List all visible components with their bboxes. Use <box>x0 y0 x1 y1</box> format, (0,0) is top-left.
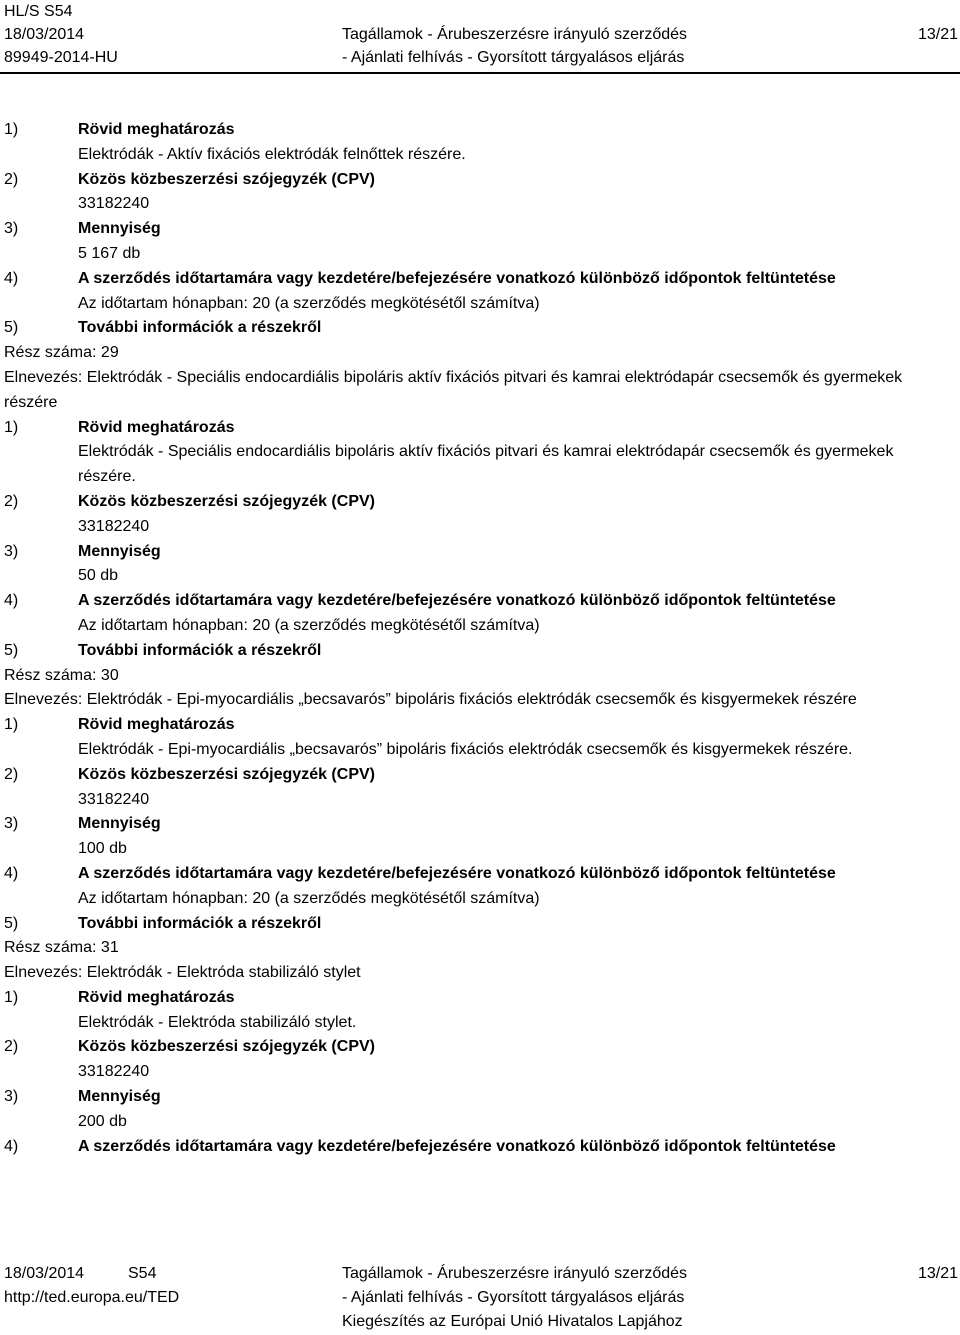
section-item: 4) A szerződés időtartamára vagy kezdetére/befejezésére vonatkozó különböző időpontok feltüntetése <box>4 1135 954 1160</box>
section-value: Elektródák - Speciális endocardiális bipoláris aktív fixációs pitvari és kamrai elektródapár csecsemők és gyermekek részére. <box>78 443 894 486</box>
section-title: A szerződés időtartamára vagy kezdetére/befejezésére vonatkozó különböző időpontok feltüntetése <box>78 269 836 287</box>
header-page: 13/21 <box>917 26 958 43</box>
lot-29 <box>4 341 954 663</box>
header-subtitle: - Ajánlati felhívás - Gyorsított tárgyalásos eljárás <box>342 49 685 66</box>
section-title: További információk a részekről <box>78 914 322 932</box>
section-item: 2) Közös közbeszerzési szójegyzék (CPV) 33182240 <box>4 763 954 813</box>
section-item: 2) Közös közbeszerzési szójegyzék (CPV) 33182240 <box>4 490 954 540</box>
section-item: 2) Közös közbeszerzési szójegyzék (CPV) 33182240 <box>4 168 954 218</box>
section-item: 1) Rövid meghatározás Elektródák - Elektróda stabilizáló stylet. <box>4 986 954 1036</box>
footer-subtitle: - Ajánlati felhívás - Gyorsított tárgyalásos eljárás <box>342 1289 685 1306</box>
section-title: Rövid meghatározás <box>78 418 235 436</box>
section-value: 5 167 db <box>78 244 141 262</box>
lot-number: Rész száma: 30 <box>4 666 119 684</box>
document-body <box>4 118 954 1159</box>
section-value: 50 db <box>78 567 119 585</box>
section-item: 3) Mennyiség 50 db <box>4 540 954 590</box>
lot-number: Rész száma: 31 <box>4 939 119 957</box>
section-item: 4) A szerződés időtartamára vagy kezdetére/befejezésére vonatkozó különböző időpontok feltüntetése Az időtartam hónapban: 20 (a szerződés megkötésétől számítva) <box>4 267 954 317</box>
notice-id: 89949-2014-HU <box>4 49 118 66</box>
section-title: A szerződés időtartamára vagy kezdetére/befejezésére vonatkozó különböző időpontok feltüntetése <box>78 864 836 882</box>
footer-title: Tagállamok - Árubeszerzésre irányuló szerződés <box>342 1265 688 1282</box>
section-value: 200 db <box>78 1112 127 1130</box>
lot-name: Elnevezés: Elektródák - Epi-myocardiális „becsavarós” bipoláris fixációs elektródák csecsemők és kisgyermekek részére <box>4 691 857 709</box>
section-item: 1) Rövid meghatározás Elektródák - Epi-myocardiális „becsavarós” bipoláris fixációs elektródák csecsemők és kisgyermekek részére. <box>4 713 954 763</box>
section-title: Rövid meghatározás <box>78 121 235 138</box>
section-item: 3) Mennyiség 100 db <box>4 812 954 862</box>
section-title: Mennyiség <box>78 815 161 833</box>
section-value: 33182240 <box>78 517 150 535</box>
section-value: 100 db <box>78 840 127 858</box>
section-item: 1) Rövid meghatározás Elektródák - Speciális endocardiális bipoláris aktív fixációs pitvari és kamrai elektródapár csecsemők és gyermekek részére. <box>4 416 954 490</box>
header-divider <box>0 72 960 74</box>
lot-name: Elnevezés: Elektródák - Speciális endocardiális bipoláris aktív fixációs pitvari és kamrai elektródapár csecsemők és gyermekek részére <box>4 368 903 411</box>
lot-number: Rész száma: 29 <box>4 344 119 362</box>
ted-link[interactable]: http://ted.europa.eu/TED <box>4 1289 180 1306</box>
section-title: Rövid meghatározás <box>78 716 235 734</box>
section-title: További információk a részekről <box>78 319 322 337</box>
section-title: A szerződés időtartamára vagy kezdetére/befejezésére vonatkozó különböző időpontok feltüntetése <box>78 592 836 610</box>
section-title: A szerződés időtartamára vagy kezdetére/befejezésére vonatkozó különböző időpontok feltüntetése <box>78 1137 836 1155</box>
page-footer <box>4 1262 958 1334</box>
section-value: 33182240 <box>78 790 150 808</box>
section-value: 33182240 <box>78 195 150 213</box>
section-item: 2) Közös közbeszerzési szójegyzék (CPV) 33182240 <box>4 1035 954 1085</box>
section-item: 5) További információk a részekről <box>4 639 954 664</box>
top-block <box>4 118 954 341</box>
header-title: Tagállamok - Árubeszerzésre irányuló szerződés <box>342 26 688 43</box>
section-title: Mennyiség <box>78 220 161 238</box>
section-title: Közös közbeszerzési szójegyzék (CPV) <box>78 170 375 188</box>
page-header <box>4 0 958 69</box>
section-value: Elektródák - Aktív fixációs elektródák felnőttek részére. <box>78 145 466 163</box>
footer-series: S54 <box>128 1265 157 1282</box>
section-value: Az időtartam hónapban: 20 (a szerződés megkötésétől számítva) <box>78 294 540 312</box>
section-item: 3) Mennyiség 5 167 db <box>4 217 954 267</box>
section-item: 3) Mennyiség 200 db <box>4 1085 954 1135</box>
header-date: 18/03/2014 <box>4 26 85 43</box>
section-item: 4) A szerződés időtartamára vagy kezdetére/befejezésére vonatkozó különböző időpontok feltüntetése Az időtartam hónapban: 20 (a szerződés megkötésétől számítva) <box>4 862 954 912</box>
section-title: Közös közbeszerzési szójegyzék (CPV) <box>78 765 375 783</box>
footer-supplement: Kiegészítés az Európai Unió Hivatalos Lapjához <box>342 1313 683 1330</box>
section-item: 5) További információk a részekről <box>4 912 954 937</box>
section-value: Elektródák - Epi-myocardiális „becsavarós” bipoláris fixációs elektródák csecsemők és kisgyermekek részére. <box>78 740 853 758</box>
section-value: Az időtartam hónapban: 20 (a szerződés megkötésétől számítva) <box>78 889 540 907</box>
section-value: Az időtartam hónapban: 20 (a szerződés megkötésétől számítva) <box>78 616 540 634</box>
lot-30 <box>4 664 954 937</box>
lot-name: Elnevezés: Elektródák - Elektróda stabilizáló stylet <box>4 964 361 982</box>
section-title: Közös közbeszerzési szójegyzék (CPV) <box>78 492 375 510</box>
lot-31 <box>4 936 954 1159</box>
section-item: 5) További információk a részekről <box>4 316 954 341</box>
section-title: Közös közbeszerzési szójegyzék (CPV) <box>78 1038 375 1056</box>
doc-code: HL/S S54 <box>4 3 73 20</box>
section-title: Mennyiség <box>78 542 161 560</box>
section-value: Elektródák - Elektróda stabilizáló stylet. <box>78 1013 357 1031</box>
section-item: 1) Rövid meghatározás Elektródák - Aktív fixációs elektródák felnőttek részére. <box>4 118 954 168</box>
footer-date: 18/03/2014 <box>4 1265 85 1282</box>
section-title: Mennyiség <box>78 1088 161 1106</box>
footer-page: 13/21 <box>917 1265 958 1282</box>
section-title: Rövid meghatározás <box>78 988 235 1006</box>
section-value: 33182240 <box>78 1063 150 1081</box>
section-item: 4) A szerződés időtartamára vagy kezdetére/befejezésére vonatkozó különböző időpontok feltüntetése Az időtartam hónapban: 20 (a szerződés megkötésétől számítva) <box>4 589 954 639</box>
section-title: További információk a részekről <box>78 641 322 659</box>
